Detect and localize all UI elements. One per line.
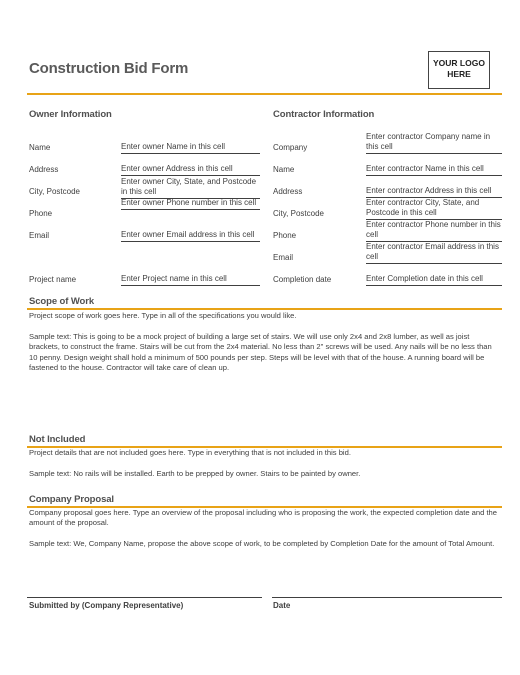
owner-city-label: City, Postcode: [29, 187, 80, 196]
proposal-heading: Company Proposal: [29, 494, 114, 505]
contractor-city-field[interactable]: Enter contractor City, State, and Postcode in this cell: [366, 198, 502, 220]
submitted-by-label: Submitted by (Company Representative): [29, 601, 184, 610]
owner-info-heading: Owner Information: [29, 109, 112, 120]
project-name-field[interactable]: Enter Project name in this cell: [121, 274, 260, 286]
contractor-address-field[interactable]: Enter contractor Address in this cell: [366, 186, 502, 198]
contractor-email-label: Email: [273, 253, 294, 262]
owner-address-label: Address: [29, 165, 59, 174]
contractor-city-label: City, Postcode: [273, 209, 324, 218]
date-label: Date: [273, 601, 291, 610]
scope-intro[interactable]: Project scope of work goes here. Type in all of the specifications you would like.: [29, 311, 297, 320]
contractor-name-label: Name: [273, 165, 295, 174]
owner-email-field[interactable]: Enter owner Email address in this cell: [121, 230, 260, 242]
contractor-address-label: Address: [273, 187, 303, 196]
not-included-heading: Not Included: [29, 434, 86, 445]
owner-email-label: Email: [29, 231, 50, 240]
owner-address-field[interactable]: Enter owner Address in this cell: [121, 164, 260, 176]
not-included-intro[interactable]: Project details that are not included goes here. Type in everything that is not included in this bid.: [29, 448, 351, 457]
contractor-name-field[interactable]: Enter contractor Name in this cell: [366, 164, 502, 176]
logo-line: YOUR LOGO: [433, 58, 485, 68]
page-title: Construction Bid Form: [29, 60, 189, 77]
header-divider: [27, 93, 502, 95]
contractor-phone-field[interactable]: Enter contractor Phone number in this cell: [366, 220, 502, 242]
contractor-phone-label: Phone: [273, 231, 297, 240]
logo-line: HERE: [447, 69, 471, 79]
owner-phone-field[interactable]: Enter owner Phone number in this cell: [121, 198, 260, 210]
owner-name-label: Name: [29, 143, 51, 152]
logo-placeholder: [428, 51, 490, 89]
scope-divider: [27, 308, 502, 310]
completion-date-field[interactable]: Enter Completion date in this cell: [366, 274, 502, 286]
contractor-email-field[interactable]: Enter contractor Email address in this cell: [366, 242, 502, 264]
signature-line[interactable]: [27, 597, 262, 598]
contractor-company-field[interactable]: Enter contractor Company name in this cell: [366, 132, 502, 154]
owner-city-field[interactable]: Enter owner City, State, and Postcode in this cell: [121, 177, 260, 199]
not-included-sample[interactable]: Sample text: No rails will be installed. Earth to be prepped by owner. Stairs to be painted by owner.: [29, 469, 361, 478]
owner-name-field[interactable]: Enter owner Name in this cell: [121, 142, 260, 154]
proposal-intro[interactable]: Company proposal goes here. Type an overview of the proposal including who is proposing the work, the expected completion date and the amount of the proposal.: [29, 508, 498, 528]
contractor-company-label: Company: [273, 143, 308, 152]
contractor-info-heading: Contractor Information: [273, 109, 375, 120]
completion-date-label: Completion date: [273, 275, 332, 284]
project-name-label: Project name: [29, 275, 77, 284]
scope-heading: Scope of Work: [29, 296, 95, 307]
proposal-sample[interactable]: Sample text: We, Company Name, propose the above scope of work, to be completed by Completion Date for the amount of Total Amount.: [29, 539, 495, 548]
date-line[interactable]: [272, 597, 502, 598]
owner-phone-label: Phone: [29, 209, 53, 218]
scope-sample[interactable]: Sample text: This is going to be a mock project of building a large set of stairs. We will use only 2x4 and 2x8 lumber, as well as joist brackets, to construct the frame. Stairs will be cut from the 2x4 material. No less than 2" screws will be used. Any nails will be no less than 10 penny. Design weight shall hold a minimum of 500 pounds per step. Steps will be level with that of the house. A running board will be fastened to the house. Contractor will take care of clean up.: [29, 332, 492, 373]
